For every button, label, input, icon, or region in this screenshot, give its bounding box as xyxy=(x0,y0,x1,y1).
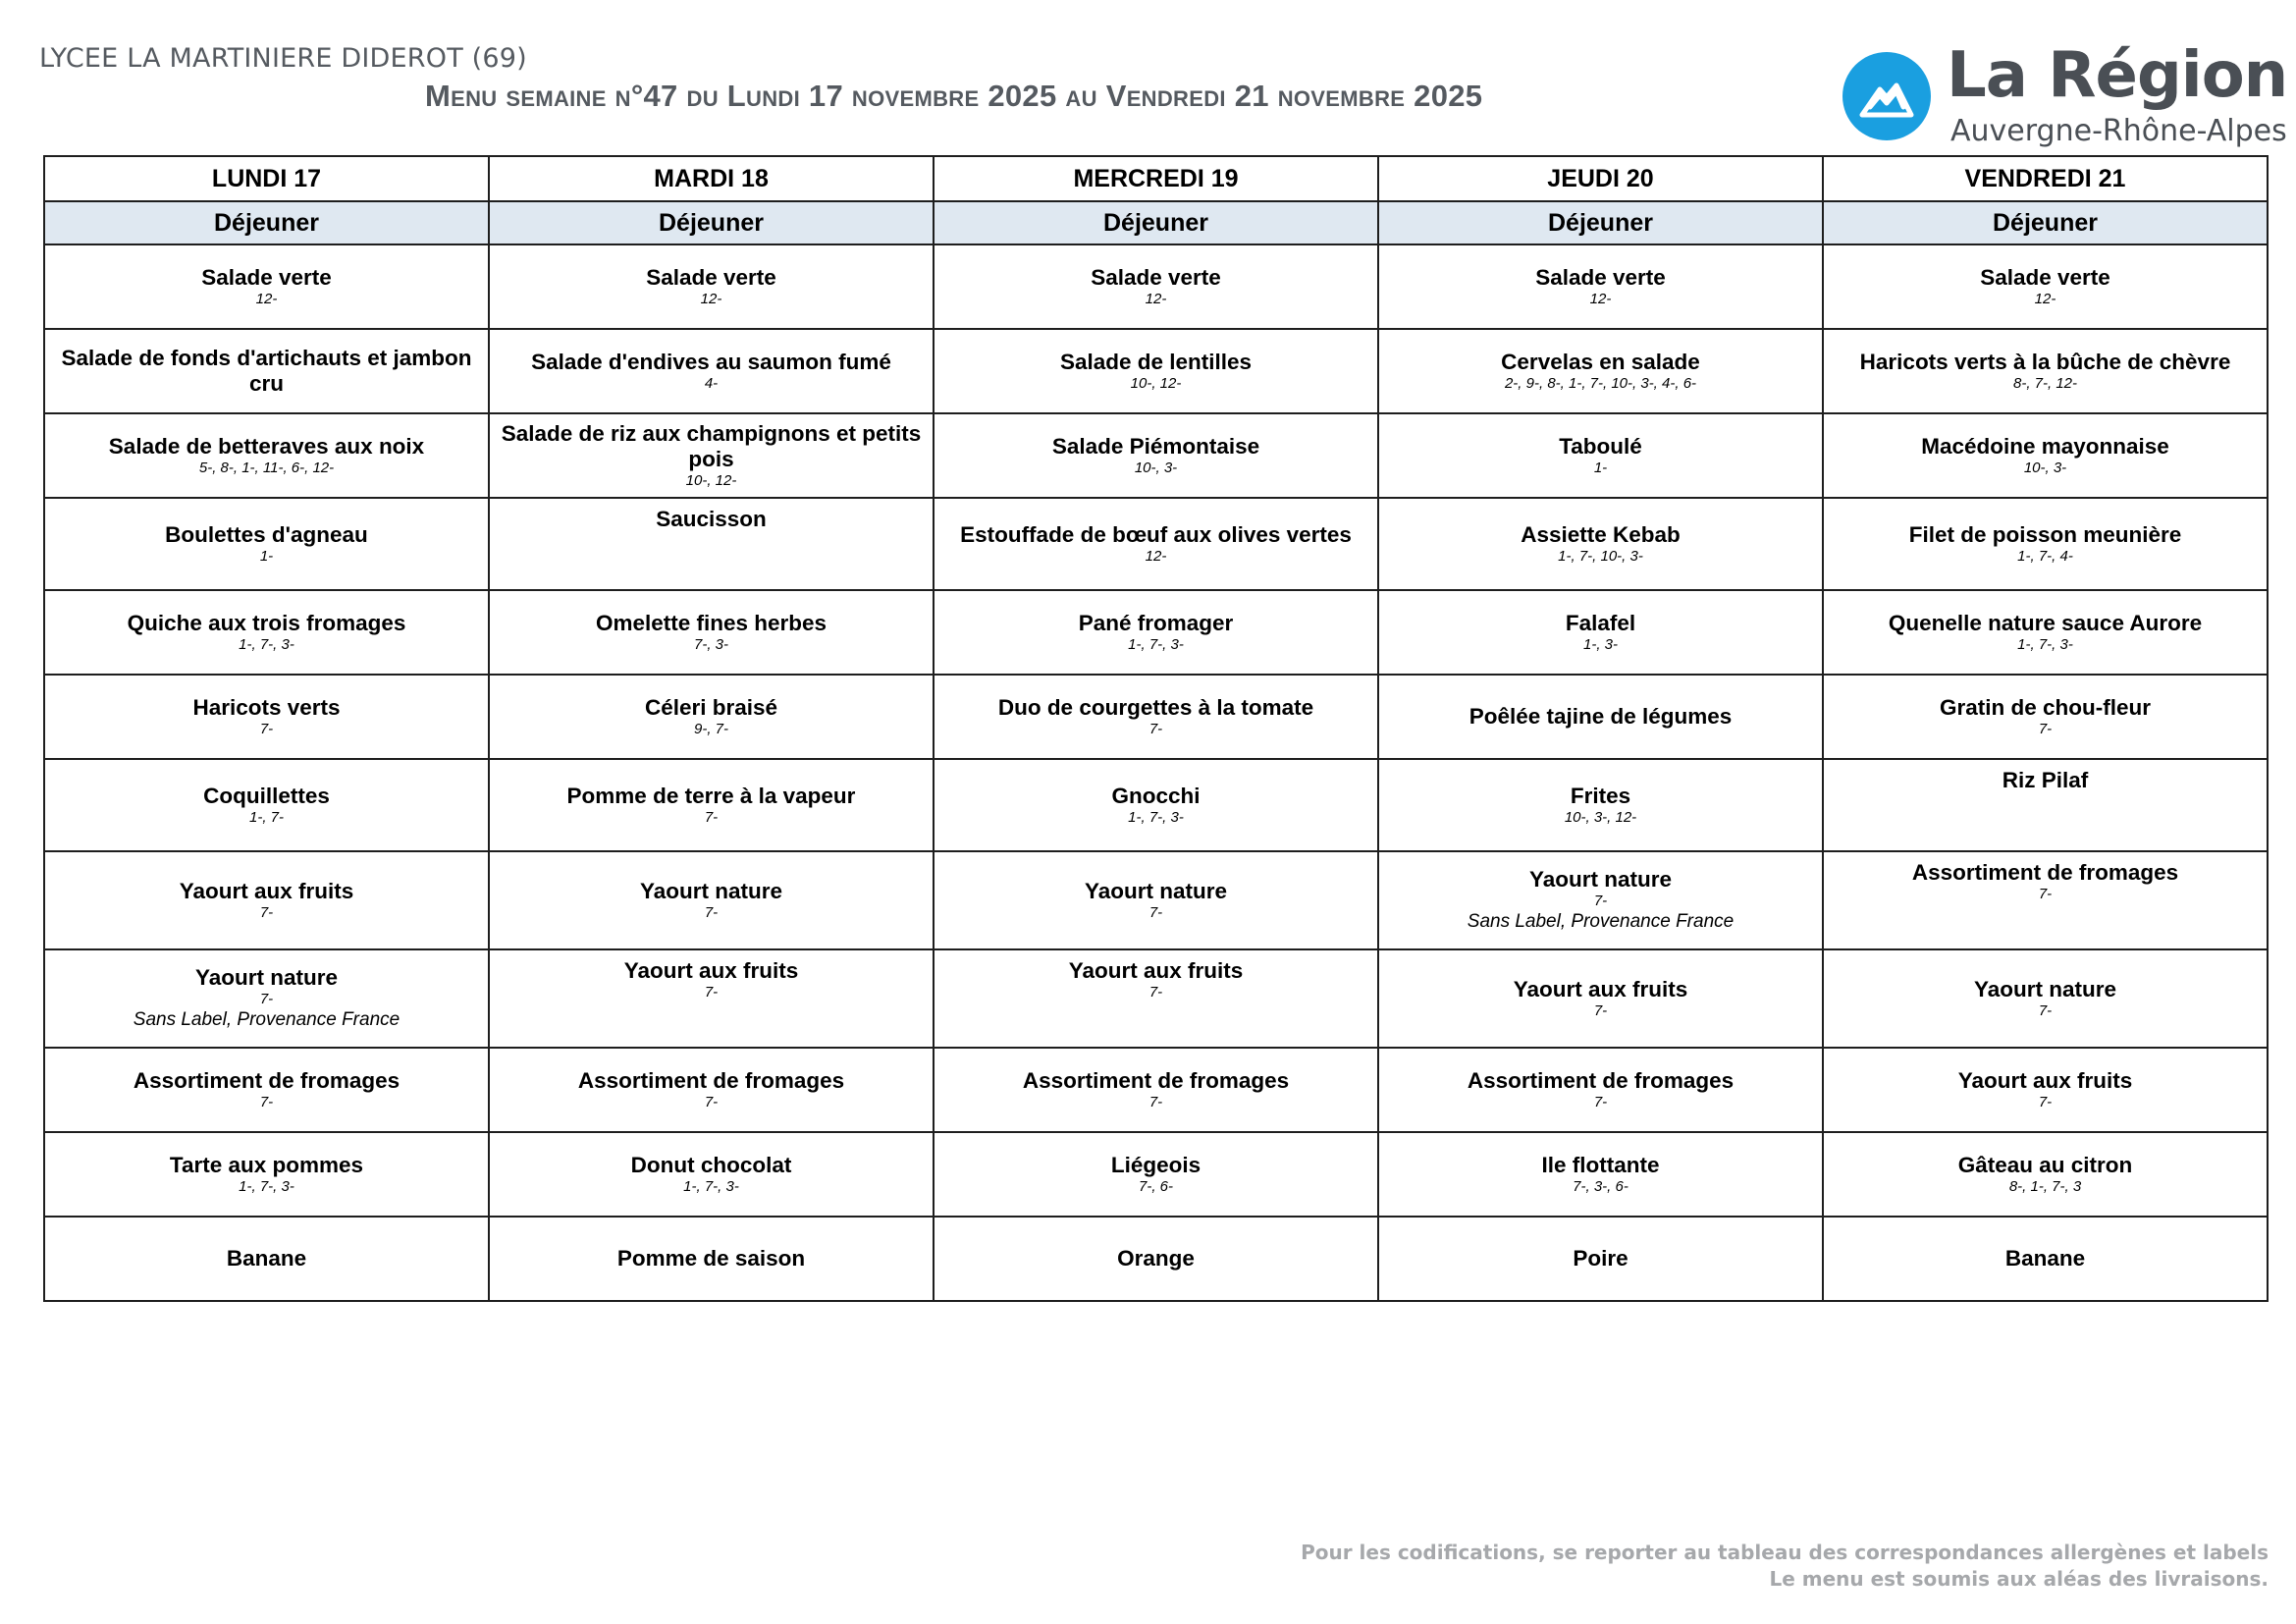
dish-cell xyxy=(1823,498,2268,590)
allergen-codes: 9-, 7- xyxy=(693,721,728,737)
dish-name: Salade verte xyxy=(646,265,776,290)
allergen-codes: 12- xyxy=(700,291,722,307)
meal-header: Déjeuner xyxy=(489,201,934,244)
dish-cell xyxy=(489,759,934,851)
dish-name: Salade de riz aux champignons et petits pois xyxy=(501,421,922,471)
dish-cell xyxy=(44,590,489,675)
allergen-codes: 7- xyxy=(259,904,274,921)
dish-cell xyxy=(934,949,1378,1048)
logo-subtitle: Auvergne-Rhône-Alpes xyxy=(1950,114,2287,148)
dish-cell xyxy=(44,1048,489,1132)
day-header: MERCREDI 19 xyxy=(934,156,1378,201)
dish-name: Assortiment de fromages xyxy=(1467,1068,1735,1093)
allergen-codes: 7- xyxy=(704,984,719,1001)
dish-cell xyxy=(1378,675,1823,759)
menu-row xyxy=(44,1132,2268,1217)
dish-name: Yaourt aux fruits xyxy=(623,958,799,983)
dish-name: Yaourt nature xyxy=(194,965,339,990)
dish-cell xyxy=(1823,590,2268,675)
dish-name: Salade de fonds d'artichauts et jambon cru xyxy=(61,346,472,396)
allergen-codes: 7-, 3-, 6- xyxy=(1573,1178,1629,1195)
allergen-codes: 10-, 3-, 12- xyxy=(1564,809,1637,826)
menu-row xyxy=(44,851,2268,949)
dish-cell xyxy=(1378,498,1823,590)
menu-title: Menu semaine n°47 du Lundi 17 novembre 2025 au Vendredi 21 novembre 2025 xyxy=(425,79,1483,113)
dish-name: Estouffade de bœuf aux olives vertes xyxy=(960,522,1352,547)
dish-name: Salade de lentilles xyxy=(1059,350,1253,374)
meal-header: Déjeuner xyxy=(44,201,489,244)
allergen-codes: 12- xyxy=(255,291,278,307)
dish-name: Quiche aux trois fromages xyxy=(127,611,406,635)
dish-cell xyxy=(489,1132,934,1217)
dish-name: Salade verte xyxy=(1535,265,1666,290)
allergen-codes: 1-, 7-, 3- xyxy=(1128,636,1184,653)
dish-name: Gâteau au citron xyxy=(1957,1153,2133,1177)
dish-name: Coquillettes xyxy=(203,784,330,808)
dish-name: Salade verte xyxy=(1980,265,2110,290)
dish-name: Céleri braisé xyxy=(644,695,778,720)
dish-cell xyxy=(489,675,934,759)
dish-cell xyxy=(1378,949,1823,1048)
dish-cell xyxy=(1823,851,2268,949)
meal-header: Déjeuner xyxy=(934,201,1378,244)
meal-header: Déjeuner xyxy=(1378,201,1823,244)
dish-cell xyxy=(489,244,934,329)
allergen-codes: 1- xyxy=(259,548,274,565)
meal-header: Déjeuner xyxy=(1823,201,2268,244)
menu-row xyxy=(44,1048,2268,1132)
dish-name: Salade Piémontaise xyxy=(1051,434,1260,459)
allergen-codes: 1-, 7-, 4- xyxy=(2017,548,2073,565)
footer-codification-note: Pour les codifications, se reporter au tableau des correspondances allergènes et labels xyxy=(1301,1541,2269,1564)
dish-cell xyxy=(934,413,1378,498)
allergen-codes: 7- xyxy=(259,1094,274,1110)
dish-cell xyxy=(489,1217,934,1301)
dish-cell xyxy=(934,590,1378,675)
meal-header-row xyxy=(44,201,2268,244)
allergen-codes: 1- xyxy=(1593,460,1608,476)
dish-cell xyxy=(44,413,489,498)
dish-name: Haricots verts xyxy=(192,695,341,720)
dish-name: Taboulé xyxy=(1559,434,1642,459)
school-name: LYCEE LA MARTINIERE DIDEROT (69) xyxy=(39,43,527,74)
footer-delivery-note: Le menu est soumis aux aléas des livraisons. xyxy=(1769,1567,2269,1591)
allergen-codes: 7- xyxy=(2038,721,2053,737)
dish-cell xyxy=(489,851,934,949)
menu-row xyxy=(44,1217,2268,1301)
dish-cell xyxy=(934,1132,1378,1217)
dish-name: Liégeois xyxy=(1110,1153,1201,1177)
dish-name: Yaourt aux fruits xyxy=(1957,1068,2133,1093)
dish-cell xyxy=(1378,759,1823,851)
dish-cell xyxy=(934,851,1378,949)
allergen-codes: 4- xyxy=(704,375,719,392)
dish-cell xyxy=(934,675,1378,759)
dish-cell xyxy=(1823,1048,2268,1132)
dish-cell xyxy=(489,498,934,590)
mountain-logo-icon xyxy=(1842,52,1931,140)
dish-name: Yaourt aux fruits xyxy=(179,879,354,903)
dish-cell xyxy=(1378,851,1823,949)
logo-brand: La Région xyxy=(1947,39,2288,112)
dish-cell xyxy=(934,498,1378,590)
allergen-codes: 7- xyxy=(259,991,274,1007)
allergen-codes: 1-, 7-, 3- xyxy=(2017,636,2073,653)
allergen-codes: 10-, 12- xyxy=(685,472,737,489)
dish-name: Pomme de saison xyxy=(616,1246,806,1271)
dish-name: Riz Pilaf xyxy=(2002,768,2089,792)
menu-row xyxy=(44,329,2268,413)
dish-name: Filet de poisson meunière xyxy=(1908,522,2182,547)
allergen-codes: 7- xyxy=(259,721,274,737)
dish-cell xyxy=(44,759,489,851)
dish-name: Ile flottante xyxy=(1541,1153,1660,1177)
allergen-codes: 10-, 12- xyxy=(1130,375,1182,392)
allergen-codes: 7-, 3- xyxy=(693,636,728,653)
dish-name: Yaourt nature xyxy=(1084,879,1228,903)
allergen-codes: 5-, 8-, 1-, 11-, 6-, 12- xyxy=(198,460,335,476)
allergen-codes: 7- xyxy=(2038,1094,2053,1110)
dish-name: Banane xyxy=(226,1246,307,1271)
dish-cell xyxy=(1378,1048,1823,1132)
allergen-codes: 2-, 9-, 8-, 1-, 7-, 10-, 3-, 4-, 6- xyxy=(1504,375,1697,392)
allergen-codes: 7- xyxy=(704,1094,719,1110)
dish-cell xyxy=(1823,759,2268,851)
day-header-row xyxy=(44,156,2268,201)
allergen-codes: 12- xyxy=(1145,291,1167,307)
dish-name: Salade d'endives au saumon fumé xyxy=(531,350,891,374)
dish-cell xyxy=(934,759,1378,851)
allergen-codes: 7- xyxy=(704,904,719,921)
dish-name: Frites xyxy=(1570,784,1631,808)
allergen-codes: 7- xyxy=(1148,904,1163,921)
dish-name: Tarte aux pommes xyxy=(169,1153,364,1177)
allergen-codes: 10-, 3- xyxy=(2023,460,2067,476)
dish-name: Boulettes d'agneau xyxy=(165,522,368,547)
menu-row xyxy=(44,590,2268,675)
allergen-codes: 7- xyxy=(1148,721,1163,737)
dish-cell xyxy=(934,244,1378,329)
dish-name: Banane xyxy=(2004,1246,2086,1271)
day-header: MARDI 18 xyxy=(489,156,934,201)
dish-cell xyxy=(489,590,934,675)
dish-name: Gnocchi xyxy=(1111,784,1201,808)
allergen-codes: 7- xyxy=(2038,886,2053,902)
allergen-codes: 7- xyxy=(704,809,719,826)
allergen-codes: 12- xyxy=(1145,548,1167,565)
dish-cell xyxy=(1823,675,2268,759)
allergen-codes: 7- xyxy=(1593,1094,1608,1110)
allergen-codes: 1-, 7-, 3- xyxy=(683,1178,739,1195)
dish-cell xyxy=(934,329,1378,413)
dish-name: Poêlée tajine de légumes xyxy=(1468,704,1733,729)
dish-cell xyxy=(1823,1132,2268,1217)
weekly-menu-table xyxy=(43,155,2269,1302)
allergen-codes: 10-, 3- xyxy=(1134,460,1178,476)
dish-name: Assiette Kebab xyxy=(1521,522,1681,547)
menu-row xyxy=(44,498,2268,590)
dish-name: Orange xyxy=(1117,1246,1195,1271)
dish-cell xyxy=(1378,244,1823,329)
dish-name: Assortiment de fromages xyxy=(1022,1068,1290,1093)
allergen-codes: 8-, 1-, 7-, 3 xyxy=(2008,1178,2082,1195)
dish-name: Cervelas en salade xyxy=(1501,350,1700,374)
dish-cell xyxy=(489,329,934,413)
allergen-codes: 7- xyxy=(1593,1002,1608,1019)
dish-cell xyxy=(44,329,489,413)
dish-name: Assortiment de fromages xyxy=(577,1068,845,1093)
dish-name: Yaourt aux fruits xyxy=(1513,977,1688,1001)
dish-label: Sans Label, Provenance France xyxy=(133,1009,400,1030)
dish-cell xyxy=(934,1048,1378,1132)
dish-cell xyxy=(1378,1217,1823,1301)
allergen-codes: 1-, 7- xyxy=(248,809,284,826)
menu-row xyxy=(44,413,2268,498)
dish-name: Assortiment de fromages xyxy=(1911,860,2179,885)
menu-row xyxy=(44,759,2268,851)
dish-name: Salade de betteraves aux noix xyxy=(108,434,425,459)
dish-name: Poire xyxy=(1573,1246,1629,1271)
dish-cell xyxy=(44,675,489,759)
dish-name: Macédoine mayonnaise xyxy=(1921,434,2169,459)
dish-name: Salade verte xyxy=(1091,265,1221,290)
dish-cell xyxy=(489,1048,934,1132)
dish-cell xyxy=(1823,329,2268,413)
allergen-codes: 8-, 7-, 12- xyxy=(2012,375,2078,392)
dish-cell xyxy=(44,1132,489,1217)
dish-name: Yaourt nature xyxy=(1528,867,1673,892)
dish-name: Saucisson xyxy=(656,507,767,531)
dish-name: Pané fromager xyxy=(1078,611,1234,635)
allergen-codes: 12- xyxy=(1589,291,1612,307)
allergen-codes: 7- xyxy=(1148,984,1163,1001)
menu-row xyxy=(44,244,2268,329)
dish-name: Yaourt nature xyxy=(639,879,783,903)
allergen-codes: 1-, 7-, 10-, 3- xyxy=(1558,548,1643,565)
dish-cell xyxy=(1378,413,1823,498)
dish-name: Donut chocolat xyxy=(630,1153,792,1177)
menu-row xyxy=(44,675,2268,759)
allergen-codes: 7- xyxy=(1148,1094,1163,1110)
dish-label: Sans Label, Provenance France xyxy=(1467,911,1735,932)
allergen-codes: 1-, 7-, 3- xyxy=(239,636,294,653)
dish-name: Pomme de terre à la vapeur xyxy=(566,784,856,808)
dish-name: Haricots verts à la bûche de chèvre xyxy=(1859,350,2231,374)
dish-name: Gratin de chou-fleur xyxy=(1939,695,2151,720)
dish-cell xyxy=(44,1217,489,1301)
dish-cell xyxy=(934,1217,1378,1301)
dish-cell xyxy=(489,413,934,498)
menu-body xyxy=(44,244,2268,1301)
allergen-codes: 7-, 6- xyxy=(1138,1178,1173,1195)
dish-name: Salade verte xyxy=(201,265,332,290)
allergen-codes: 1-, 7-, 3- xyxy=(1128,809,1184,826)
footer-note xyxy=(1301,1540,2269,1593)
day-header: JEUDI 20 xyxy=(1378,156,1823,201)
dish-cell xyxy=(1378,329,1823,413)
dish-cell xyxy=(1823,949,2268,1048)
dish-cell xyxy=(1378,1132,1823,1217)
dish-cell xyxy=(44,949,489,1048)
dish-cell xyxy=(1823,1217,2268,1301)
dish-name: Falafel xyxy=(1565,611,1636,635)
region-logo xyxy=(1842,39,2288,148)
dish-cell xyxy=(44,244,489,329)
allergen-codes: 1-, 3- xyxy=(1582,636,1618,653)
dish-name: Omelette fines herbes xyxy=(595,611,828,635)
dish-cell xyxy=(489,949,934,1048)
dish-cell xyxy=(1378,590,1823,675)
dish-name: Yaourt aux fruits xyxy=(1068,958,1244,983)
dish-name: Quenelle nature sauce Aurore xyxy=(1888,611,2203,635)
allergen-codes: 1-, 7-, 3- xyxy=(239,1178,294,1195)
dish-name: Duo de courgettes à la tomate xyxy=(997,695,1314,720)
allergen-codes: 12- xyxy=(2034,291,2056,307)
menu-row xyxy=(44,949,2268,1048)
dish-name: Assortiment de fromages xyxy=(133,1068,400,1093)
day-header: VENDREDI 21 xyxy=(1823,156,2268,201)
allergen-codes: 7- xyxy=(2038,1002,2053,1019)
day-header: LUNDI 17 xyxy=(44,156,489,201)
allergen-codes: 7- xyxy=(1593,893,1608,909)
dish-cell xyxy=(44,498,489,590)
dish-cell xyxy=(1823,413,2268,498)
dish-name: Yaourt nature xyxy=(1973,977,2117,1001)
dish-cell xyxy=(44,851,489,949)
dish-cell xyxy=(1823,244,2268,329)
